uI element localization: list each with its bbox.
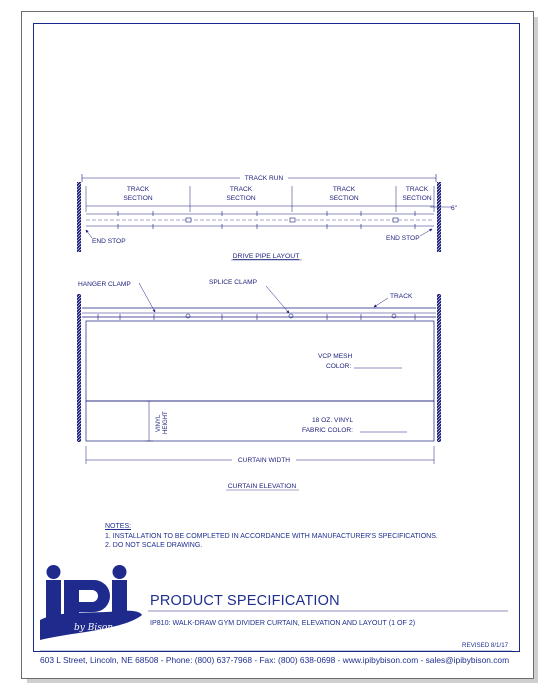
splice-clamp-label: SPLICE CLAMP (209, 279, 258, 286)
product-title: PRODUCT SPECIFICATION (150, 593, 340, 609)
elevation-right-wall (437, 294, 441, 442)
left-wall (77, 182, 81, 252)
note-item-2: 2. DO NOT SCALE DRAWING. (105, 542, 203, 550)
track-section-2-line1: TRACK (229, 186, 253, 193)
curtain-elevation-caption: CURTAIN ELEVATION (227, 483, 297, 490)
note-item-1: 1. INSTALLATION TO BE COMPLETED IN ACCORDANCE WITH MANUFACTURER'S SPECIFICATIONS. (105, 532, 438, 540)
ipi-logo (40, 565, 142, 640)
drive-pipe-layout-caption: DRIVE PIPE LAYOUT (232, 253, 300, 260)
right-wall (437, 182, 441, 252)
revision-date: REVISED 8/1/17 (462, 642, 509, 649)
track-section-4-line1: TRACK (405, 186, 429, 193)
notes-heading: NOTES: (105, 523, 132, 530)
track-section-1-line1: TRACK (126, 186, 150, 193)
end-stop-right-label: END STOP (386, 235, 420, 242)
track-section-3-line2: SECTION (329, 195, 359, 202)
drive-pipe-layout (77, 173, 458, 260)
vinyl-weight-label: 18 OZ. VINYL (312, 417, 354, 424)
hanger-clamp-label: HANGER CLAMP (78, 281, 131, 288)
end-stop-left-label: END STOP (92, 238, 126, 245)
vinyl-height-label-line2: HEIGHT (163, 411, 169, 434)
vcp-mesh-panel (86, 321, 434, 401)
drive-pipe (86, 211, 434, 229)
notes-section (105, 522, 438, 551)
logo-script: by Bison (74, 623, 114, 633)
dimension-6-inch: 6" (451, 205, 458, 212)
product-subtitle: IP810: WALK-DRAW GYM DIVIDER CURTAIN, ELEVATION AND LAYOUT (1 OF 2) (150, 619, 416, 627)
track-run-label: TRACK RUN (244, 175, 284, 182)
curtain-elevation (77, 279, 441, 490)
track-section-4-line2: SECTION (402, 195, 432, 202)
track-section-3-line1: TRACK (332, 186, 356, 193)
fabric-color-label: FABRIC COLOR: (302, 427, 353, 434)
track-section-1-line2: SECTION (123, 195, 153, 202)
vinyl-panel (86, 401, 434, 441)
elevation-left-wall (77, 294, 81, 442)
company-footer: 603 L Street, Lincoln, NE 68508 - Phone: (800) 637-7968 - Fax: (800) 638-0698 - www.ipibybison.com - sales@ipibybison.com (40, 655, 510, 665)
track-label: TRACK (390, 293, 413, 300)
curtain-width-label: CURTAIN WIDTH (237, 457, 291, 464)
track-section-2-line2: SECTION (226, 195, 256, 202)
vcp-mesh-label: VCP MESH (318, 353, 353, 360)
vinyl-height-label-line1: VINYL (156, 414, 162, 432)
mesh-color-label: COLOR: (326, 363, 352, 370)
curtain-track (82, 308, 436, 317)
